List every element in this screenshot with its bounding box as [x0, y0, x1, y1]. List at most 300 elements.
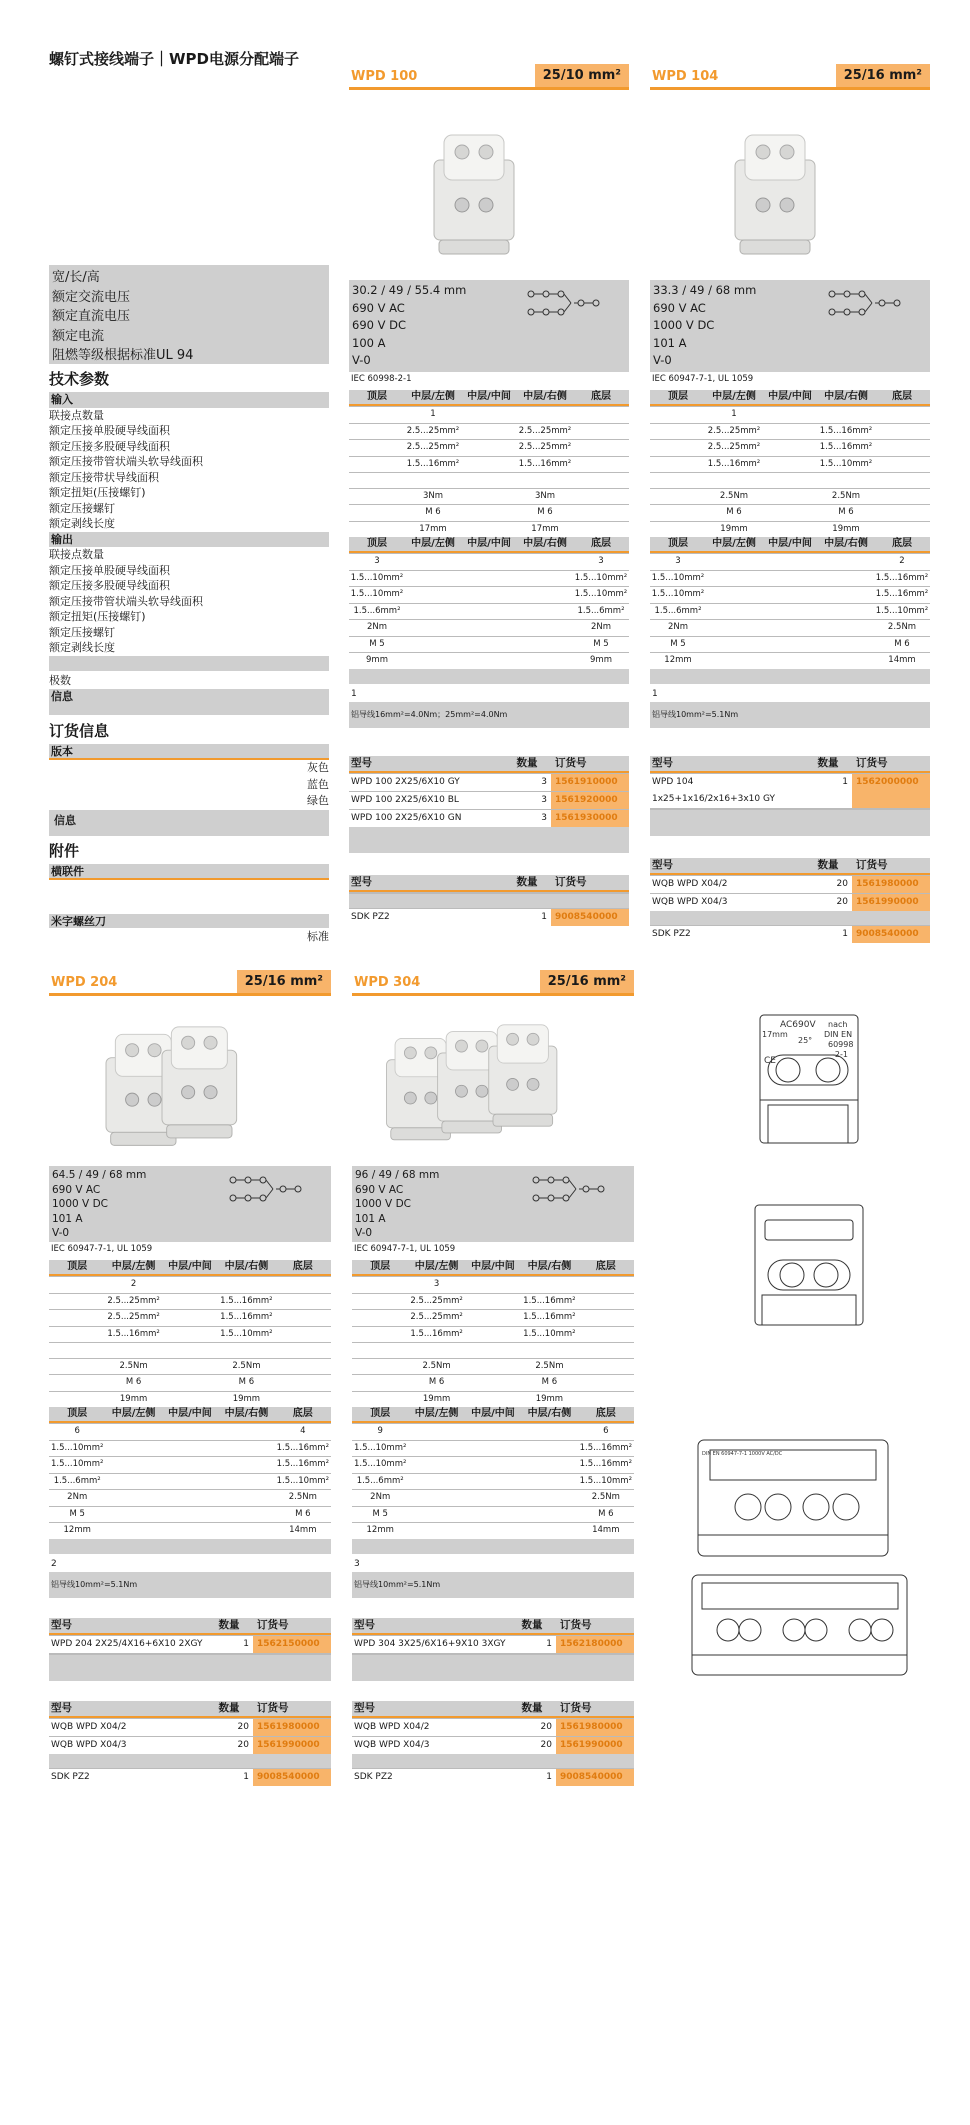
grid-row: [349, 423, 629, 440]
grid-value: 19mm: [232, 1393, 261, 1404]
spacer: [352, 1539, 634, 1554]
grid-value: 9: [377, 1426, 383, 1436]
order-head-cell: 型号: [351, 756, 372, 769]
order-row[interactable]: [650, 773, 930, 808]
order-head-cell: 订货号: [257, 1701, 289, 1714]
grid-value: 2.5...25mm²: [410, 1312, 463, 1322]
grid-head-cell: 中层/中间: [168, 1261, 212, 1272]
grid-head-cell: 底层: [292, 1261, 313, 1272]
grid-row: [49, 1276, 331, 1293]
order-header: [349, 875, 629, 892]
order-number: 1562180000: [556, 1636, 634, 1653]
spacer: [650, 911, 930, 925]
drawing3-text: DIN EN 60947-7-1 1000V AC/DC: [702, 1451, 783, 1457]
order-row[interactable]: [650, 925, 930, 943]
grid-row: [650, 652, 930, 669]
order-header: [650, 756, 930, 773]
grid-value: 2Nm: [667, 622, 689, 632]
screw-label: 额定压接螺钉: [49, 625, 115, 639]
cross-section-badge: 25/16 mm²: [836, 64, 930, 87]
spacer: [352, 1598, 634, 1618]
grid-row: [650, 586, 930, 603]
grid-value: 1.5...16mm²: [220, 1295, 273, 1306]
grid-row: [349, 439, 629, 456]
grid-row: [349, 456, 629, 473]
product-header: [349, 64, 629, 90]
grid-value: 1.5...16mm²: [875, 589, 929, 599]
order-qty: 20: [237, 1739, 249, 1750]
order-row[interactable]: [650, 893, 930, 911]
order-labels: [49, 744, 329, 836]
grid-value: 2Nm: [366, 622, 388, 632]
grid-value: 2.5Nm: [232, 1360, 261, 1371]
standard-text: IEC 60947-7-1, UL 1059: [354, 1244, 456, 1254]
standard-label: 标准: [307, 930, 329, 943]
grid-row: [352, 1358, 634, 1375]
grid-head-cell: 中层/左侧: [414, 1261, 459, 1272]
order-number: 1561990000: [852, 894, 930, 911]
tech-heading: 技术参数: [49, 370, 110, 388]
spacer: [650, 728, 930, 756]
screw-label: 额定压接螺钉: [49, 501, 115, 515]
grid-row: [352, 1489, 634, 1506]
grid-row: [352, 1473, 634, 1490]
order-qty: 1: [243, 1771, 249, 1782]
order-row[interactable]: [49, 1718, 331, 1736]
flat-label: 额定压接带状导线面积: [49, 470, 159, 484]
grid-value: 1.5...16mm²: [410, 1328, 463, 1339]
spacer: [349, 853, 629, 875]
spacer: [49, 656, 329, 671]
order-type: SDK PZ2: [652, 928, 691, 939]
grid-head-cell: 中层/中间: [471, 1408, 515, 1419]
wiring-diagram: [802, 286, 922, 326]
order-head-cell: 订货号: [560, 1618, 592, 1631]
spacer: [650, 836, 930, 858]
order-type: SDK PZ2: [354, 1771, 393, 1782]
drawing-din-text: DIN EN: [824, 1030, 853, 1039]
grid-row: [49, 1489, 331, 1506]
order-head-cell: 型号: [652, 858, 673, 871]
grid-value: 1.5...10mm²: [353, 1442, 407, 1453]
grid-row: [349, 504, 629, 521]
spec-dc: 1000 V DC: [653, 318, 715, 332]
grid-row: [49, 1391, 331, 1408]
standard-text: IEC 60947-7-1, UL 1059: [652, 374, 754, 384]
order-head-cell: 数量: [218, 1618, 240, 1631]
grid-value: 2.5Nm: [831, 490, 861, 501]
spacer: [49, 1539, 331, 1554]
grid-row: [49, 1423, 331, 1440]
grid-row: [349, 521, 629, 538]
drawing-std-text: 60998: [828, 1040, 854, 1049]
grid-value: M 6: [537, 507, 553, 517]
grid-value: 1.5...16mm²: [518, 458, 572, 469]
order-head-cell: 型号: [652, 756, 673, 769]
grid-row: [349, 603, 629, 620]
grid-head-cell: 中层/左侧: [111, 1408, 156, 1419]
order-qty: 20: [540, 1721, 552, 1732]
order-type: WPD 104 1x25+1x16/2x16+3x10 GY: [652, 776, 776, 804]
order-row[interactable]: [349, 809, 629, 827]
order-type: WPD 204 2X25/4X16+6X10 2XGY: [51, 1638, 203, 1649]
grid-row: [352, 1391, 634, 1408]
order-qty: 1: [842, 928, 848, 939]
order-type: WQB WPD X04/2: [354, 1721, 430, 1732]
current-label: 额定电流: [52, 328, 105, 344]
grid-header: [352, 1407, 634, 1423]
grid-value: 12mm: [664, 655, 692, 665]
grid-value: 14mm: [592, 1525, 620, 1535]
product-header: [49, 970, 331, 996]
grid-row: [352, 1440, 634, 1457]
grid-row: [352, 1342, 634, 1358]
order-head-cell: 订货号: [257, 1618, 289, 1631]
order-row[interactable]: [352, 1635, 634, 1653]
product-header: [650, 64, 930, 90]
grid-value: 2Nm: [67, 1492, 88, 1502]
dc-label: 额定直流电压: [52, 309, 131, 324]
grid-value: 2.5Nm: [591, 1492, 620, 1502]
order-qty: 3: [541, 776, 547, 787]
grid-value: 2.5...25mm²: [107, 1312, 160, 1322]
order-row[interactable]: [49, 1768, 331, 1786]
grid-head-cell: 顶层: [668, 391, 688, 402]
grid-row: [650, 423, 930, 440]
order-row[interactable]: [349, 908, 629, 926]
order-number: 1561930000: [551, 810, 629, 827]
spec-cur: 101 A: [52, 1212, 83, 1225]
spec-dims: 30.2 / 49 / 55.4 mm: [352, 283, 467, 297]
strip-label: 额定剥线长度: [49, 517, 115, 530]
spec-dims: 64.5 / 49 / 68 mm: [52, 1169, 147, 1181]
spec-ul: V-0: [653, 353, 672, 367]
grid-head-cell: 底层: [595, 1408, 616, 1419]
order-head-cell: 数量: [218, 1701, 240, 1714]
grid-value: 2.5Nm: [887, 622, 917, 632]
grid-value: 3: [598, 556, 604, 566]
info-box: [349, 702, 629, 728]
grid-row: [352, 1456, 634, 1473]
grid-row: [650, 619, 930, 636]
grid-value: 1.5...10mm²: [651, 589, 705, 599]
grid-row: [352, 1506, 634, 1523]
drawing-nach-text: nach: [828, 1020, 848, 1029]
order-head-cell: 订货号: [856, 858, 888, 871]
order-type: WPD 100 2X25/6X10 GN: [351, 812, 462, 823]
grid-value: 14mm: [888, 655, 916, 665]
grid-value: 1.5...16mm²: [276, 1442, 329, 1453]
grid-row: [650, 636, 930, 653]
grid-row: [650, 472, 930, 488]
wiring-diagram: [501, 286, 621, 326]
blue-label: 蓝色: [307, 777, 329, 791]
spec-dims: 96 / 49 / 68 mm: [355, 1169, 440, 1181]
grid-value: 1.5...16mm²: [523, 1295, 576, 1306]
grid-value: 1.5...6mm²: [356, 1475, 404, 1486]
grid-head-cell: 顶层: [367, 391, 387, 402]
grid-value: 1.5...10mm²: [220, 1328, 273, 1339]
grid-value: M 6: [295, 1508, 311, 1519]
grid-value: 2: [130, 1279, 137, 1289]
spacer: [49, 880, 329, 914]
flame-label: 阻燃等级根据标准UL 94: [52, 348, 194, 363]
order-qty: 1: [546, 1638, 552, 1649]
grid-head-cell: 顶层: [67, 1408, 88, 1419]
order-type: WPD 304 3X25/6X16+9X10 3XGY: [354, 1638, 506, 1649]
grid-row: [352, 1309, 634, 1326]
grid-head-cell: 中层/中间: [471, 1261, 515, 1272]
poles-value: 1: [351, 688, 357, 699]
grid-value: 19mm: [832, 523, 860, 534]
order-number: 9008540000: [556, 1769, 634, 1786]
grid-head-cell: 顶层: [67, 1261, 88, 1272]
spec-box: [650, 280, 930, 372]
grid-head-cell: 中层/中间: [467, 391, 511, 402]
order-row[interactable]: [349, 791, 629, 809]
product-name: WPD 204: [51, 975, 118, 990]
order-number: 1561980000: [556, 1719, 634, 1736]
grid-row: [49, 1293, 331, 1310]
grid-value: 2.5...25mm²: [406, 425, 460, 436]
spacer: [352, 1754, 634, 1768]
order-head-cell: 型号: [51, 1701, 72, 1714]
grid-value: 1: [731, 409, 737, 419]
drawing-strip-text: 17mm: [762, 1030, 788, 1039]
drawing-std2-text: -2-1: [832, 1050, 848, 1059]
grid-value: 3: [675, 556, 681, 566]
order-row[interactable]: [650, 875, 930, 893]
spec-cur: 101 A: [653, 335, 687, 350]
wiring-diagram: [203, 1172, 323, 1211]
order-head-cell: 订货号: [555, 756, 587, 769]
grid-value: M 6: [425, 507, 441, 517]
grid-value: 1.5...16mm²: [220, 1312, 273, 1322]
grid-value: 1.5...10mm²: [819, 458, 873, 469]
product-column-wpd104: [650, 64, 930, 943]
spec-ac: 690 V AC: [52, 1183, 101, 1196]
order-type: WQB WPD X04/2: [652, 878, 728, 889]
grid-value: M 5: [69, 1508, 85, 1519]
spec-ac: 690 V AC: [352, 300, 405, 315]
grid-row: [352, 1276, 634, 1293]
grid-row: [349, 652, 629, 669]
order-type: WPD 100 2X25/6X10 BL: [351, 794, 459, 805]
grid-value: 2.5...25mm²: [518, 425, 572, 436]
info-text: 铝导线16mm²=4.0Nm；25mm²=4.0Nm: [351, 709, 508, 719]
acc-labels: [49, 864, 329, 945]
order-qty: 1: [243, 1638, 249, 1649]
order-type: SDK PZ2: [51, 1771, 90, 1782]
grid-value: 2: [899, 556, 905, 566]
product-column-wpd100: [349, 64, 629, 926]
product-image: [650, 90, 930, 280]
grid-value: 1.5...16mm²: [707, 458, 761, 469]
ac-label: 额定交流电压: [52, 289, 131, 305]
grid-row: [49, 1374, 331, 1391]
grid-value: M 6: [838, 507, 854, 517]
order-number: 1561980000: [852, 876, 930, 893]
grid-head-cell: 顶层: [668, 538, 688, 549]
info-box: [352, 1572, 634, 1598]
grid-value: 1.5...16mm²: [579, 1459, 632, 1469]
grid-value: 2Nm: [590, 622, 612, 632]
cross-label: 横联件: [49, 864, 329, 880]
grid-value: 1.5...10mm²: [579, 1475, 632, 1486]
grid-head-cell: 底层: [892, 391, 912, 402]
spacer: [650, 669, 930, 684]
grid-value: 12mm: [366, 1525, 394, 1535]
grid-value: 1.5...10mm²: [574, 589, 628, 599]
grid-value: 1.5...16mm²: [819, 442, 873, 452]
grid-row: [349, 488, 629, 505]
grid-value: 2.5Nm: [535, 1360, 564, 1371]
grid-head-cell: 中层/左侧: [411, 391, 455, 402]
ferrule-label: 额定压接带管状端头软导线面积: [49, 594, 203, 608]
n-points-label: 联接点数量: [49, 408, 104, 422]
grid-head-cell: 中层/中间: [168, 1408, 212, 1419]
dimension-drawings: [650, 975, 950, 2125]
grid-value: 1.5...16mm²: [406, 458, 460, 469]
order-row[interactable]: [352, 1736, 634, 1754]
grid-head-cell: 底层: [595, 1261, 616, 1272]
order-row[interactable]: [49, 1736, 331, 1754]
grid-value: M 5: [369, 638, 385, 649]
info2-box: [349, 827, 629, 853]
stranded-label: 额定压接多股硬导线面积: [49, 579, 170, 592]
order-row[interactable]: [352, 1768, 634, 1786]
grid-value: M 5: [593, 638, 609, 649]
info-box: [650, 702, 930, 728]
order-type: WPD 100 2X25/6X10 GY: [351, 776, 460, 787]
order-type: WQB WPD X04/3: [354, 1739, 430, 1750]
grid-row: [49, 1456, 331, 1473]
grid-value: M 6: [428, 1377, 445, 1387]
grid-value: 1.5...10mm²: [50, 1442, 104, 1453]
grid-header: [349, 537, 629, 553]
order-number: 9008540000: [852, 926, 930, 943]
grid-head-cell: 中层/右侧: [523, 391, 567, 402]
grid-value: 2.5Nm: [719, 490, 749, 501]
info2-box: [352, 1655, 634, 1681]
grid-value: 1.5...10mm²: [350, 572, 404, 583]
grid-value: 1.5...16mm²: [276, 1459, 329, 1469]
grid-value: 1: [430, 409, 436, 419]
order-row[interactable]: [49, 1635, 331, 1653]
grid-value: 1.5...16mm²: [875, 572, 929, 583]
order-number: 9008540000: [551, 909, 629, 926]
grid-value: M 6: [541, 1377, 558, 1387]
order-head-cell: 型号: [351, 875, 372, 888]
grid-row: [352, 1423, 634, 1440]
grid-row: [49, 1440, 331, 1457]
order-qty: 1: [546, 1771, 552, 1782]
grid-header: [349, 390, 629, 406]
order-row[interactable]: [349, 773, 629, 791]
grid-row: [349, 406, 629, 423]
grid-value: 9mm: [590, 655, 612, 665]
order-number: 1561920000: [551, 792, 629, 809]
info2-box: [49, 1655, 331, 1681]
spacer: [49, 1598, 331, 1618]
order-head-cell: 订货号: [555, 875, 587, 888]
order-header: [352, 1618, 634, 1635]
grid-row: [650, 456, 930, 473]
grid-header: [650, 537, 930, 553]
grid-row: [49, 1358, 331, 1375]
grid-row: [352, 1293, 634, 1310]
grid-row: [49, 1342, 331, 1358]
grid-row: [349, 570, 629, 587]
cross-section-badge: 25/16 mm²: [237, 970, 331, 993]
order-row[interactable]: [352, 1718, 634, 1736]
solid-label: 额定压接单股硬导线面积: [49, 424, 170, 437]
drawing-triple-view: [692, 1575, 907, 1675]
driver-label: 米字螺丝刀: [49, 914, 329, 928]
grid-row: [349, 619, 629, 636]
grid-row: [352, 1374, 634, 1391]
grid-head-cell: 中层/中间: [467, 538, 511, 549]
product-name: WPD 104: [652, 69, 719, 84]
grid-head-cell: 中层/左侧: [111, 1261, 156, 1272]
grid-head-cell: 中层/右侧: [824, 391, 868, 402]
grid-head-cell: 中层/左侧: [411, 538, 455, 549]
spec-dc: 1000 V DC: [355, 1198, 411, 1210]
order-qty: 1: [842, 776, 848, 787]
grid-head-cell: 底层: [892, 538, 912, 549]
poles-value: 2: [51, 1558, 57, 1569]
grid-head-cell: 中层/左侧: [712, 538, 756, 549]
grid-value: 2Nm: [370, 1492, 391, 1502]
grid-value: 1.5...10mm²: [353, 1459, 407, 1469]
grid-row: [352, 1522, 634, 1539]
spec-cur: 100 A: [352, 335, 386, 350]
product-image: [352, 996, 634, 1166]
grid-header: [352, 1260, 634, 1276]
product-name: WPD 304: [354, 975, 421, 990]
grid-value: 14mm: [289, 1525, 317, 1535]
grid-head-cell: 中层/左侧: [712, 391, 756, 402]
version-label: 版本: [49, 744, 329, 760]
spacer: [349, 728, 629, 756]
grid-head-cell: 顶层: [367, 538, 387, 549]
order-header: [349, 756, 629, 773]
spacer: [49, 1681, 331, 1701]
grid-value: 1.5...10mm²: [350, 589, 404, 599]
ce-mark: CE: [764, 1056, 776, 1066]
grid-value: M 5: [372, 1508, 388, 1519]
spec-box: [49, 1166, 331, 1242]
grid-header: [49, 1407, 331, 1423]
spacer: [349, 669, 629, 684]
order-number: 1562000000: [852, 774, 930, 808]
grid-row: [49, 1506, 331, 1523]
grid-value: 2.5...25mm²: [410, 1295, 463, 1306]
ferrule-label: 额定压接带管状端头软导线面积: [49, 455, 203, 468]
grid-value: 1.5...10mm²: [651, 572, 705, 583]
order-qty: 3: [541, 794, 547, 805]
order-head-cell: 订货号: [856, 756, 888, 769]
order-heading: 订货信息: [49, 722, 110, 740]
order-qty: 1: [541, 911, 547, 922]
info-text: 铝导线10mm²=5.1Nm: [51, 1579, 138, 1589]
grid-value: 2.5...25mm²: [406, 442, 460, 452]
grid-value: 1.5...16mm²: [107, 1328, 160, 1339]
grid-value: 19mm: [422, 1393, 451, 1404]
grid-value: 2.5...25mm²: [107, 1295, 160, 1306]
grid-value: 2.5...25mm²: [707, 442, 761, 452]
spec-ac: 690 V AC: [653, 300, 706, 315]
